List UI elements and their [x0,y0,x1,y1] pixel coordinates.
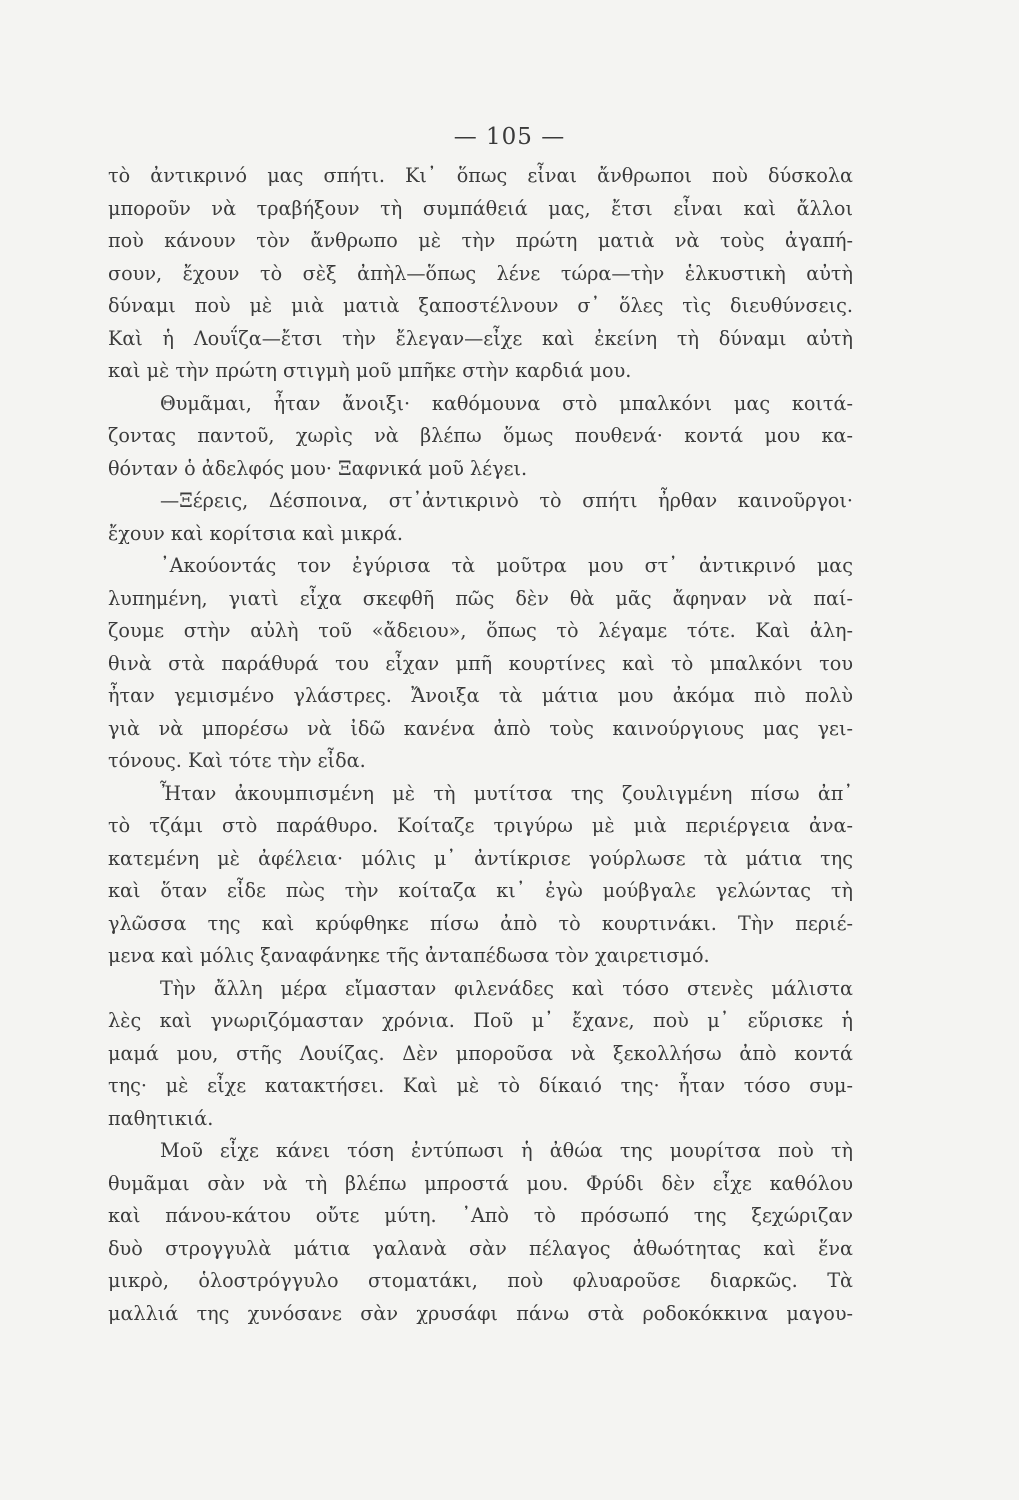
text-line: τὸ ἀντικρινό μας σπήτι. Κι᾿ ὅπως εἶναι ἄνθρωποι ποὺ δύσκολα [108,164,853,187]
text-line: λὲς καὶ γνωριζόμασταν χρόνια. Ποῦ μ᾿ ἔχανε, ποὺ μ᾿ εὕρισκε ἡ [108,1009,853,1032]
text-line: ποὺ κάνουν τὸν ἄνθρωπο μὲ τὴν πρώτη ματιὰ νὰ τοὺς ἀγαπή- [108,229,853,252]
text-line: γλῶσσα της καὶ κρύφθηκε πίσω ἀπὸ τὸ κουρτινάκι. Τὴν περιέ- [108,911,853,935]
text-line: παθητικιά. [108,1106,214,1130]
text-line: κατεμένη μὲ ἀφέλεια· μόλις μ᾿ ἀντίκρισε γούρλωσε τὰ μάτια της [108,846,853,870]
text-line: ᾿Ακούοντάς τον ἐγύρισα τὰ μοῦτρα μου στ᾿ ἀντικρινό μας [160,554,853,577]
text-line: δυὸ στρογγυλὰ μάτια γαλανὰ σὰν πέλαγος ἀθωότητας καὶ ἕνα [108,1236,853,1260]
text-line: θινὰ στὰ παράθυρά του εἶχαν μπῆ κουρτίνες καὶ τὸ μπαλκόνι του [108,651,853,675]
text-line: ἔχουν καὶ κορίτσια καὶ μικρά. [108,521,404,545]
text-line: μποροῦν νὰ τραβήξουν τὴ συμπάθειά μας, ἔτσι εἶναι καὶ ἄλλοι [108,196,853,220]
text-line: μικρὸ, ὁλοστρόγγυλο στοματάκι, ποὺ φλυαροῦσε διαρκῶς. Τὰ [108,1269,853,1292]
text-line: μαμά μου, στῆς Λουίζας. Δὲν μποροῦσα νὰ ξεκολλήσω ἀπὸ κοντά [108,1041,853,1065]
text-line: τὸ τζάμι στὸ παράθυρο. Κοίταζε τριγύρω μὲ μιὰ περιέργεια ἀνα- [108,814,853,837]
text-line: δύναμι ποὺ μὲ μιὰ ματιὰ ξαποστέλνουν σ᾿ ὅλες τὶς διευθύνσεις. [108,294,853,317]
text-line: Μοῦ εἶχε κάνει τόση ἐντύπωσι ἡ ἀθώα της μουρίτσα ποὺ τὴ [160,1139,853,1162]
text-line: θυμᾶμαι σὰν νὰ τὴ βλέπω μπροστά μου. Φρύδι δὲν εἶχε καθόλου [108,1171,853,1195]
page-number: — 105 — [453,124,566,150]
text-line: γιὰ νὰ μπορέσω νὰ ἰδῶ κανένα ἀπὸ τοὺς καινούργιους μας γει- [108,716,853,740]
text-line: τόνους. Καὶ τότε τὴν εἶδα. [108,749,366,772]
text-line: Τὴν ἄλλη μέρα εἴμασταν φιλενάδες καὶ τόσο στενὲς μάλιστα [160,976,853,1000]
text-line: ζουμε στὴν αὐλὴ τοῦ «ἄδειου», ὅπως τὸ λέγαμε τότε. Καὶ ἀλη- [108,619,853,642]
text-line: καὶ ὅταν εἶδε πὼς τὴν κοίταζα κι᾿ ἐγὼ μούβγαλε γελώντας τὴ [108,879,853,902]
text-line: καὶ πάνου-κάτου οὔτε μύτη. ᾿Απὸ τὸ πρόσωπό της ξεχώριζαν [108,1204,853,1227]
text-line: σουν, ἔχουν τὸ σὲξ ἀπὴλ—ὅπως λένε τώρα—τὴν ἑλκυστικὴ αὐτὴ [108,261,853,285]
text-line: Ἦταν ἀκουμπισμένη μὲ τὴ μυτίτσα της ζουλιγμένη πίσω ἀπ᾿ [160,781,853,805]
text-line: ἦταν γεμισμένο γλάστρες. Ἄνοιξα τὰ μάτια μου ἀκόμα πιὸ πολὺ [108,684,853,707]
text-line: Καὶ ἡ Λουΐζα—ἔτσι τὴν ἔλεγαν—εἶχε καὶ ἐκείνη τὴ δύναμι αὐτὴ [108,326,853,350]
body-text [108,160,853,1330]
text-line: μαλλιά της χυνόσανε σὰν χρυσάφι πάνω στὰ ροδοκόκκινα μαγου- [108,1301,853,1325]
text-line: της· μὲ εἶχε κατακτήσει. Καὶ μὲ τὸ δίκαιό της· ἦταν τόσο συμ- [108,1074,853,1097]
text-line: ζοντας παντοῦ, χωρὶς νὰ βλέπω ὅμως πουθενά· κοντά μου κα- [108,424,853,447]
text-line: —Ξέρεις, Δέσποινα, στ᾿ἀντικρινὸ τὸ σπήτι ἦρθαν καινοῦργοι· [160,489,853,512]
text-line: καὶ μὲ τὴν πρώτη στιγμὴ μοῦ μπῆκε στὴν καρδιά μου. [108,359,632,382]
text-line: μενα καὶ μόλις ξαναφάνηκε τῆς ἀνταπέδωσα τὸν χαιρετισμό. [108,944,710,967]
text-line: Θυμᾶμαι, ἦταν ἄνοιξι· καθόμουνα στὸ μπαλκόνι μας κοιτά- [160,391,853,415]
text-line: θόνταν ὁ ἀδελφός μου· Ξαφνικά μοῦ λέγει. [108,456,528,480]
text-line: λυπημένη, γιατὶ εἶχα σκεφθῆ πῶς δὲν θὰ μᾶς ἄφηναν νὰ παί- [108,586,853,610]
